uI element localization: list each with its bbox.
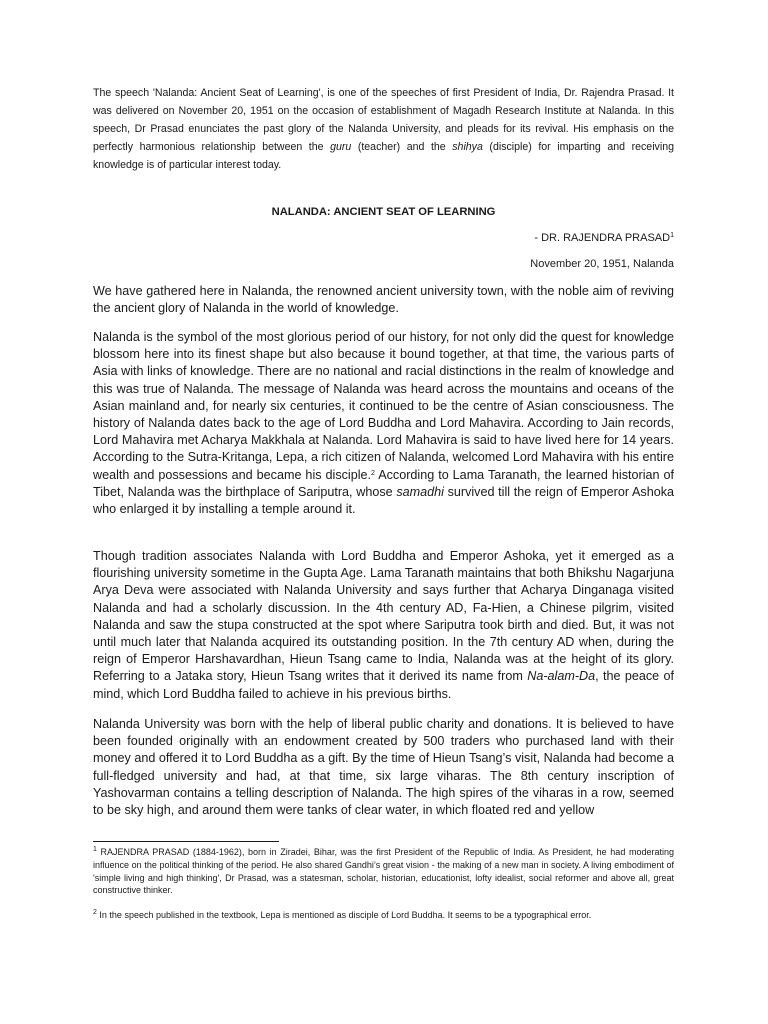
- term-samadhi: samadhi: [396, 484, 444, 499]
- paragraph-3-text-a: Though tradition associates Nalanda with Lord Buddha and Emperor Ashoka, yet it emerged as a flourishing university sometime in the Gupta Age. Lama Taranath maintains that both Bhikshu Nagarjuna Arya Deva were associated with Nalanda University and says further that Acharya Dinganaga visited Nalanda and had a scholarly discussion. In the 4th century AD, Fa-Hien, a Chinese pilgrim, visited Nalanda and saw the stupa constructed at the spot where Sariputra took birth and died. But, it was not until much later that Nalanda acquired its outstanding position. In the 7th century AD when, during the reign of Emperor Harshavardhan, Hieun Tsang came to India, Nalanda was at the height of its glory. Referring to a Jataka story, Hieun Tsang writes that it derived its name from: [93, 549, 674, 684]
- paragraph-2-text-c: survived till the reign of Emperor Ashoka who enlarged it by installing a temple around it.: [93, 484, 675, 517]
- date-line: November 20, 1951, Nalanda: [530, 258, 674, 270]
- intro-text-end: (disciple) for imparting and receiving knowledge is of particular interest today.: [93, 141, 674, 171]
- footnote-ref-2: 2: [371, 469, 375, 477]
- term-shihya: shihya: [452, 141, 483, 153]
- body-paragraph-1: We have gathered here in Nalanda, the renowned ancient university town, with the noble aim of reviving the ancient glory of Nalanda in the world of knowledge.: [93, 284, 674, 316]
- author-line: [534, 232, 674, 244]
- body-paragraph-4: Nalanda University was born with the help of liberal public charity and donations. It is believed to have been founded originally with an endowment created by 500 traders who purchased land with their money and offered it to Lord Buddha as a gift. By the time of Hieun Tsang’s visit, Nalanda had become a full-fledged university and had, at that time, six large viharas. The 8th century inscription of Yashovarman contains a telling description of Nalanda. The high spires of the viharas in a row, seemed to be sky high, and around them were tanks of clear water, in which floated red and yellow: [93, 717, 674, 818]
- body-paragraph-2: [93, 329, 674, 518]
- author-name: - DR. RAJENDRA PRASAD: [534, 232, 671, 244]
- paragraph-2-text-a: Nalanda is the symbol of the most glorious period of our history, for not only did the quest for knowledge blossom here into its finest shape but also because it bound together, at that time, the various parts of Asia with links of knowledge. There are no national and racial distinctions in the realm of knowledge and this was true of Nalanda. The message of Nalanda was heard across the mountains and oceans of the Asian mainland and, for nearly six centuries, it continued to be the centre of Asian consciousness. The history of Nalanda dates back to the age of Lord Buddha and Lord Mahavira. According to Jain records, Lord Mahavira met Acharya Makkhala at Nalanda. Lord Mahavira is said to have lived here for 14 years. According to the Sutra-Kritanga, Lepa, a rich citizen of Nalanda, welcomed Lord Mahavira with his entire wealth and possessions and became his disciple.: [93, 330, 674, 482]
- term-guru: guru: [330, 141, 352, 153]
- footnote-divider: [93, 841, 279, 842]
- paragraph-2-text-b: According to Lama Taranath, the learned historian of Tibet, Nalanda was the birthplace of Sariputra, whose: [93, 467, 674, 499]
- body-paragraph-3: [93, 548, 674, 703]
- term-na-alam-da: Na-alam-Da: [527, 669, 596, 684]
- intro-text-start: The speech 'Nalanda: Ancient Seat of Learning', is one of the speeches of first President of India, Dr. Rajendra Prasad. It was delivered on November 20, 1951 on the occasion of establishment of Magadh Research Institute at Nalanda. In this speech, Dr Prasad enunciates the past glory of the Nalanda University, and pleads for its revival. His emphasis on the perfectly harmonious relationship between the: [93, 87, 674, 153]
- footnote-1-text: RAJENDRA PRASAD (1884-1962), born in Ziradei, Bihar, was the first President of the Republic of India. As President, he had moderating influence on the political thinking of the period. He also shared Gandhi’s great vision - the making of a new man in society. A living embodiment of 'simple living and high thinking', Dr Prasad, was a statesman, scholar, historian, educationist, lofty idealist, social reformer and above all, great constructive thinker.: [93, 847, 674, 896]
- footnote-1: [93, 846, 674, 897]
- intro-text-middle: (teacher) and the: [357, 141, 446, 153]
- footnote-2-marker: 2: [93, 909, 97, 916]
- paragraph-3-text-b: , the peace of mind, which Lord Buddha failed to achieve in his previous births.: [93, 669, 674, 701]
- footnote-ref-1: 1: [670, 232, 674, 239]
- footnote-2-text: In the speech published in the textbook, Lepa is mentioned as disciple of Lord Buddha. It seems to be a typographical error.: [99, 910, 592, 920]
- footnote-2: [93, 909, 674, 922]
- footnote-1-marker: 1: [93, 846, 97, 853]
- speech-title: NALANDA: ANCIENT SEAT OF LEARNING: [271, 206, 496, 218]
- intro-paragraph: [93, 84, 674, 174]
